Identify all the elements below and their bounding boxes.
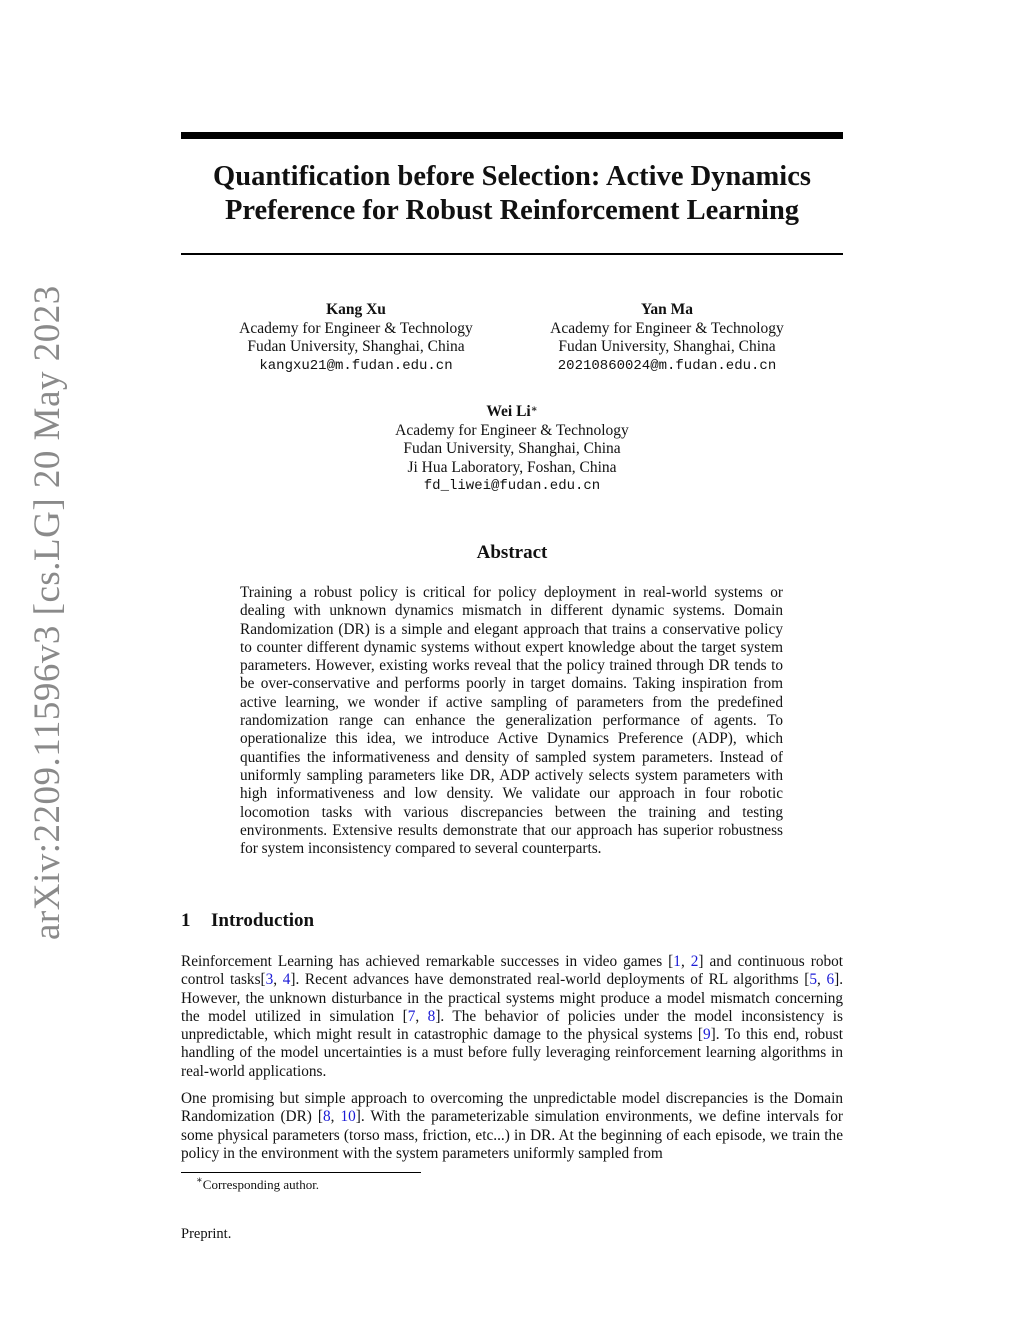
author-affiliation: Fudan University, Shanghai, China xyxy=(403,440,621,457)
author-affiliation: Academy for Engineer & Technology xyxy=(239,319,473,337)
citation-link[interactable]: 6 xyxy=(826,971,835,989)
author-name: Kang Xu xyxy=(326,301,386,318)
author-email: fd_liwei@fudan.edu.cn xyxy=(423,478,601,494)
text-run: ]. Recent advances have demonstrated real-world deployments of RL algorithms [ xyxy=(290,971,810,989)
paper-title xyxy=(181,160,843,228)
text-run: ]. The behavior of policies under the model inconsistency is unpredictable, which might result in catastrophic damage to the physical systems [ xyxy=(181,1007,844,1044)
citation-link[interactable]: 3 xyxy=(265,971,274,989)
citation-link[interactable]: 2 xyxy=(690,953,699,970)
text-run: , xyxy=(273,971,283,989)
author-affiliation: Academy for Engineer & Technology xyxy=(395,421,629,439)
citation-link[interactable]: 10 xyxy=(340,1108,356,1126)
footnote-rule xyxy=(181,1172,421,1173)
author-name: Yan Ma xyxy=(640,301,694,318)
title-line-2: Preference for Robust Reinforcement Learning xyxy=(224,195,800,226)
title-top-rule xyxy=(181,132,843,139)
author-affiliation: Fudan University, Shanghai, China xyxy=(558,338,776,355)
text-run: ]. With the parameterizable simulation environments, we define intervals for some physical parameters (torso mass, friction, etc...) in DR. At the beginning of each episode, we train the policy in the environment with the system parameters uniformly sampled from xyxy=(181,1108,843,1162)
author-name xyxy=(362,403,662,422)
citation-link[interactable]: 8 xyxy=(323,1108,331,1126)
title-line-1: Quantification before Selection: Active Dynamics xyxy=(213,161,811,192)
text-run: ]. To this end, robust handling of the model uncertainties is a must before fully leveraging reinforcement learning algorithms in real-world applications. xyxy=(181,1026,843,1080)
text-run: Reinforcement Learning has achieved remarkable successes in video games [ xyxy=(181,953,674,970)
citation-link[interactable]: 7 xyxy=(407,1007,416,1025)
author-affiliation: Fudan University, Shanghai, China xyxy=(247,338,465,355)
text-run: , xyxy=(680,953,691,970)
author-affiliation: Academy for Engineer & Technology xyxy=(550,319,784,337)
intro-paragraph-1 xyxy=(181,953,843,1081)
citation-link[interactable]: 9 xyxy=(702,1026,711,1044)
footnote-text: Corresponding author. xyxy=(202,1177,320,1192)
author-block-1 xyxy=(206,301,506,375)
author-affiliation: Ji Hua Laboratory, Foshan, China xyxy=(407,458,617,476)
section-number: 1 xyxy=(181,910,191,931)
author-block-3 xyxy=(362,403,662,496)
author-email: 20210860024@m.fudan.edu.cn xyxy=(557,357,777,374)
text-run: ] and continuous robot control tasks[ xyxy=(181,953,844,989)
citation-link[interactable]: 8 xyxy=(427,1007,436,1025)
footnote xyxy=(196,1177,319,1193)
footnote-mark: ∗ xyxy=(196,1175,203,1186)
abstract-heading: Abstract xyxy=(476,542,548,563)
citation-link[interactable]: 1 xyxy=(673,953,681,970)
author-name-text: Wei Li xyxy=(486,403,531,420)
text-run: , xyxy=(817,971,827,989)
text-run: One promising but simple approach to overcoming the unpredictable model discrepancies is the Domain Randomization (DR) [ xyxy=(181,1090,843,1126)
text-run: , xyxy=(415,1007,428,1025)
citation-link[interactable]: 5 xyxy=(809,971,817,989)
section-heading-introduction xyxy=(181,910,314,932)
text-run: , xyxy=(330,1108,341,1126)
abstract-body: Training a robust policy is critical for policy deployment in real-world systems or dealing with unknown dynamics mismatch in different dynamic systems. Domain Randomization (DR) is a simple and elegant approach that trains a conservative policy to counter different dynamic systems without expert knowledge about the target system parameters. However, existing works reveal that the policy trained through DR tends to be over-conservative and performs poorly in target domains. Taking inspiration from active learning, we wonder if active sampling of parameters from the predefined randomization range can enhance the generalization performance of agents. To operationalize this idea, we introduce Active Dynamics Preference (ADP), which quantifies the informativeness and density of sampled system parameters. Instead of uniformly sampling parameters like DR, ADP actively selects system parameters with high informativeness and low density. We validate our approach in four robotic locomotion tasks with various discrepancies between the training and testing environments. Extensive results demonstrate that our approach has superior robustness for system inconsistency compared to several counterparts. xyxy=(240,584,783,858)
corresponding-mark: ∗ xyxy=(530,404,538,415)
footer-preprint: Preprint. xyxy=(181,1226,232,1242)
intro-paragraph-2 xyxy=(181,1090,843,1163)
section-title: Introduction xyxy=(211,910,315,931)
title-bottom-rule xyxy=(181,253,843,255)
text-run: ]. However, the unknown disturbance in the practical systems might produce a model mismatch concerning the model utilized in simulation [ xyxy=(181,971,844,1025)
author-email: kangxu21@m.fudan.edu.cn xyxy=(259,357,453,374)
arxiv-margin-identifier: arXiv:2209.11596v3 [cs.LG] 20 May 2023 xyxy=(27,285,68,940)
author-block-2 xyxy=(517,301,817,375)
citation-link[interactable]: 4 xyxy=(282,971,291,989)
